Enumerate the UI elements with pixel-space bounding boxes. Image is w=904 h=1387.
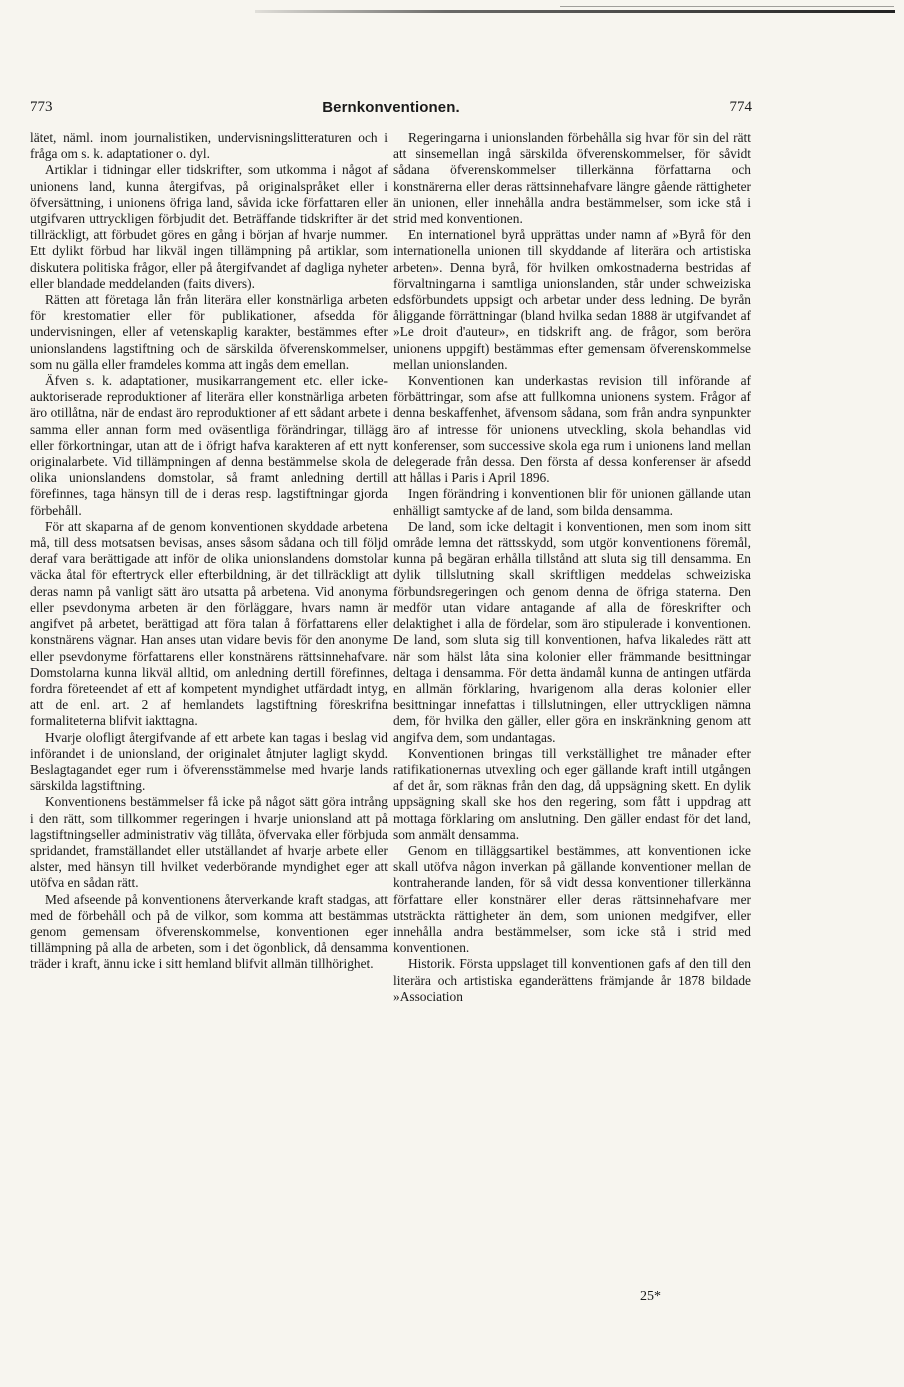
paragraph: Rätten att företaga lån från literära eller konstnärliga arbeten för krestomatier eller för publikationer, afsedda för undervisningen, eller af vetenskaplig karakter, bestämmes efter unionslandens lagstiftning och de särskilda öfverenskommelser, som nu gälla eller framdeles komma att ingås dem emellan. (30, 292, 388, 372)
left-column (30, 130, 388, 973)
paragraph: Ingen förändring i konventionen blir för unionen gällande utan enhälligt samtycke af de land, som bilda densamma. (393, 486, 751, 518)
page-number-left: 773 (30, 99, 53, 115)
paragraph: Äfven s. k. adaptationer, musikarrangement etc. eller icke-auktoriserade reproduktioner af literära eller konstnärliga arbeten äro otillåtna, när de endast äro reproduktioner af ett sådant arbete i samma eller annan form med oväsentliga förändringar, tillägg eller förkortningar, utan att de i öfrigt hafva karakteren af ett nytt originalarbete. Vid tillämpningen af denna bestämmelse skola de olika unionslandens domstolar, så framt anledning dertill förefinnes, taga hänsyn till de i deras resp. lagstiftningar gjorda förbehåll. (30, 373, 388, 518)
paragraph: Konventionen bringas till verkställighet tre månader efter ratifikationernas utvexling och eger gällande kraft intill utgången af det år, som räknas från den dag, då uppsägning skett. En dylik uppsägning skall ske hos den regering, som fått i uppdrag att mottaga förklaring om anslutning. Den gäller endast för det land, som anmält densamma. (393, 745, 751, 842)
paragraph: Med afseende på konventionens återverkande kraft stadgas, att med de förbehåll och på de vilkor, som komma att bestämmas genom gemensam öfverenskommelse, konventionen eger tillämpning på alla de arbeten, som i det ögonblick, då densamma träder i kraft, ännu icke i sitt hemland blifvit allmän tillhörighet. (30, 891, 388, 972)
paragraph: Konventionens bestämmelser få icke på något sätt göra intrång i den rätt, som tillkommer regeringen i hvarje unionsland att på lagstiftningseller administrativ väg tillåta, öfvervaka eller förbjuda spridandet, framställandet eller utställandet af hvarje arbete eller alster, med hänsyn till hvilket vederbörande myndighet eger att utöfva en sådan rätt. (30, 794, 388, 891)
paragraph: En internationel byrå upprättas under namn af »Byrå för den internationella unionen till skyddande af literära och artistiska arbeten». Denna byrå, för hvilken omkostnaderna bestridas af förvaltningarna i samtliga unionslanden, står under schweiziska edsförbundets uppsigt och arbetar under dess ledning. De byrån åliggande förrättningar (bland hvilka sedan 1888 är utgifvandet af »Le droit d'auteur», en tidskrift ang. de frågor, som beröra unionens uppgift) bestämmas efter gemensam öfverenskommelse mellan unionslanden. (393, 227, 751, 372)
paragraph: Hvarje olofligt återgifvande af ett arbete kan tagas i beslag vid införandet i de unionsland, der originalet åtnjuter lagligt skydd. Beslagtagandet eger rum i öfverensstämmelse med hvarje lands särskilda lagstiftning. (30, 729, 388, 794)
running-header (30, 99, 752, 119)
top-scan-line (255, 10, 895, 13)
paragraph: Historik. Första uppslaget till konventionen gafs af den till den literära och artistiska eganderättens främjande år 1878 bildade »Association (393, 956, 751, 1004)
paragraph: Regeringarna i unionslanden förbehålla sig hvar för sin del rätt att sinsemellan ingå särskilda öfverenskommelser, för såvidt sådana öfverenskommelser tillerkänna författarna och konstnärerna eller deras rättsinnehafvare längre gående rättigheter än unionen, eller innehålla andra bestämmelser, som icke stå i strid med konventionen. (393, 130, 751, 227)
signature-mark: 25* (640, 1289, 661, 1304)
paragraph: Genom en tilläggsartikel bestämmes, att konventionen icke skall utöfva någon inverkan på gällande konventioner mellan de kontraherande landen, för så vidt dessa konventioner tillerkänna författare eller konstnärer eller deras rättsinnehafvare mer utsträckta rättigheter än dem, som unionen medgifver, eller innehålla andra bestämmelser, som icke stå i strid med konventionen. (393, 842, 751, 956)
paragraph: De land, som icke deltagit i konventionen, men som inom sitt område lemna det rättsskydd, som utgör konventionens föremål, kunna på begäran erhålla tillstånd att sluta sig till densamma. En dylik tillslutning skall skriftligen meddelas schweiziska förbundsregeringen och genom denna de öfriga staterna. Den medför utan vidare antagande af alla de föreskrifter och delaktighet i alla de fördelar, som äro stipulerade i konventionen. De land, som sluta sig till konventionen, hafva likaledes rätt att när som hälst låta sina kolonier eller främmande besittningar deltaga i densamma. För detta ändamål kunna de antingen utfärda en allmän förklaring, hvarigenom alla deras kolonier eller besittningar innefattas i tillslutningen, eller uttryckligen nämna dem, för hvilka den gäller, eller göra en inskränkning genom att angifva dem, som undantagas. (393, 518, 751, 745)
paragraph: lätet, näml. inom journalistiken, undervisningslitteraturen och i fråga om s. k. adaptationer o. dyl. (30, 130, 388, 162)
page-title: Bernkonventionen. (322, 99, 460, 116)
right-column (393, 130, 751, 1005)
page-number-right: 774 (729, 99, 752, 115)
top-scan-line-thin (560, 6, 894, 7)
paragraph: Artiklar i tidningar eller tidskrifter, som utkomma i något af unionens land, kunna återgifvas, på originalspråket eller i öfversättning, i unionens öfriga land, såvida icke författaren eller utgifvaren uttryckligen förbjudit det. Beträffande tidskrifter är det tillräckligt, att förbudet göres en gång i början af hvarje nummer. Ett dylikt förbud har likväl ingen tillämpning på artiklar, som diskutera politiska frågor, eller på återgifvandet af dagliga nyheter eller blandade meddelanden (faits divers). (30, 162, 388, 291)
paragraph: För att skaparna af de genom konventionen skyddade arbetena må, till dess motsatsen bevisas, anses såsom sådana och till följd deraf vara berättigade att inför de olika unionslandens domstolar väcka åtal för eftertryck eller efterbildning, är det tillräckligt att deras namn på vanligt sätt äro utsatta på arbetena. Vid anonyma eller psevdonyma arbeten är den förläggare, hvars namn är angifvet på arbetet, berättigad att föra talan å författarens eller konstnärens vägnar. Han anses utan vidare bevis för den anonyme eller psevdonyme författarens eller konstnärens rättsinnehafvare. Domstolarna kunna likväl alltid, om anledning dertill förefinnes, fordra företeendet af ett af kompetent myndighet utfärdadt intyg, att de enl. art. 2 af hemlandets lagstiftning föreskrifna formaliteterna blifvit iakttagna. (30, 518, 388, 729)
paragraph: Konventionen kan underkastas revision till införande af förbättringar, som afse att fullkomna unionens system. Frågor af denna beskaffenhet, äfvensom sådana, som från andra synpunkter äro af intresse för unionens utveckling, skola behandlas vid konferenser, som successive skola ega rum i unionens land mellan delegerade från dessa. Den första af dessa konferenser är afsedd att hållas i Paris i April 1896. (393, 373, 751, 486)
